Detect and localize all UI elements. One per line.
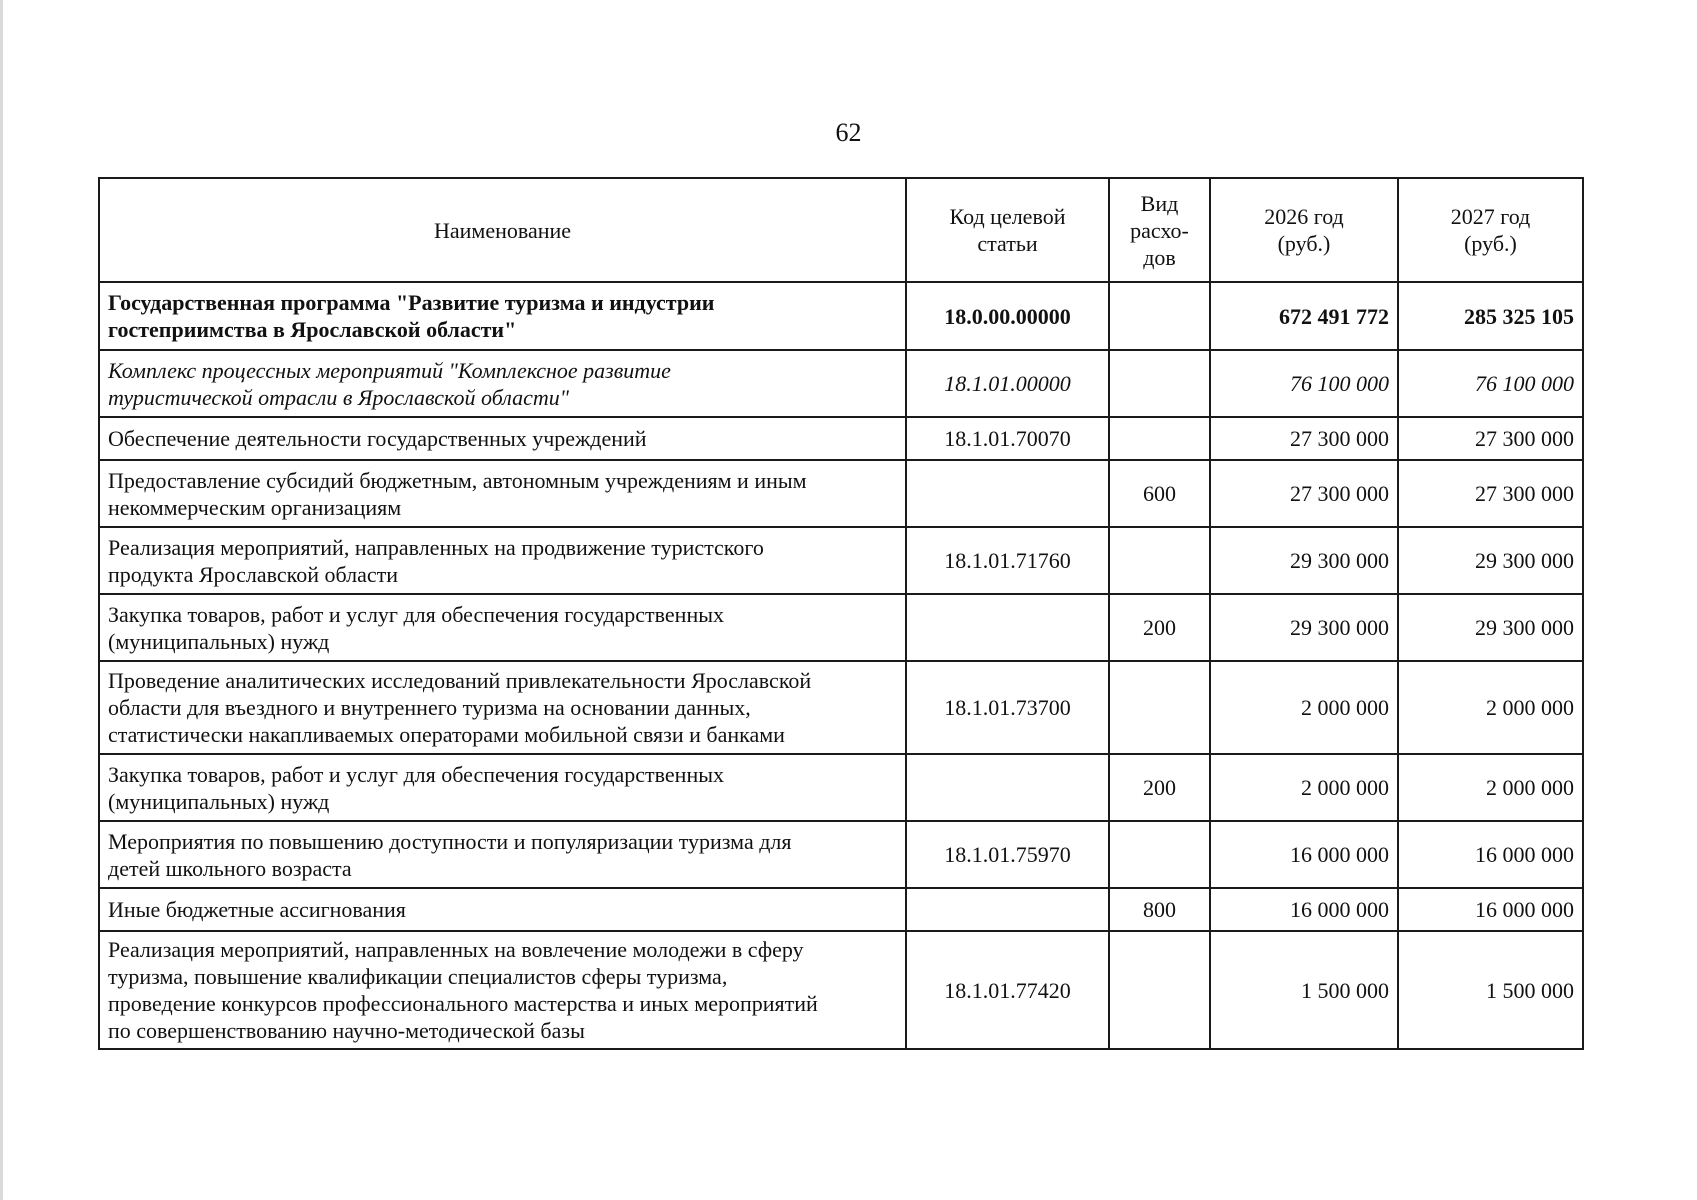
cell-name — [99, 417, 906, 460]
cell-name — [99, 821, 906, 888]
cell-name-line: Реализация мероприятий, направленных на продвижение туристского — [108, 534, 764, 560]
cell-code: 18.1.01.73700 — [906, 661, 1109, 754]
cell-name-line: Предоставление субсидий бюджетным, автономным учреждениям и иным — [108, 467, 807, 493]
cell-kind — [1109, 527, 1210, 594]
cell-amount-2027: 2 000 000 — [1398, 754, 1583, 821]
cell-name-line: Комплекс процессных мероприятий "Комплексное развитие — [108, 357, 671, 383]
header-name — [99, 178, 906, 282]
cell-name-line: Иные бюджетные ассигнования — [108, 897, 406, 922]
cell-amount-2026: 16 000 000 — [1210, 821, 1398, 888]
cell-code — [906, 754, 1109, 821]
cell-name-line: некоммерческим организациям — [108, 494, 402, 520]
cell-amount-2027: 29 300 000 — [1398, 527, 1583, 594]
cell-code: 18.1.01.71760 — [906, 527, 1109, 594]
header-code — [906, 178, 1109, 282]
cell-amount-2027: 27 300 000 — [1398, 460, 1583, 527]
cell-name-line: туристической отрасли в Ярославской области" — [108, 384, 569, 410]
table-row — [99, 282, 1583, 350]
header-code-line: статьи — [977, 231, 1038, 256]
cell-name-line: Обеспечение деятельности государственных учреждений — [108, 426, 647, 451]
cell-name-line: Государственная программа "Развитие туризма и индустрии — [108, 290, 715, 315]
cell-amount-2026: 2 000 000 — [1210, 754, 1398, 821]
cell-kind — [1109, 821, 1210, 888]
cell-name-line: Проведение аналитических исследований привлекательности Ярославской — [108, 668, 812, 693]
cell-name — [99, 460, 906, 527]
cell-name-line: (муниципальных) нужд — [108, 788, 330, 814]
cell-amount-2027: 285 325 105 — [1398, 282, 1583, 350]
cell-kind: 800 — [1109, 888, 1210, 931]
cell-amount-2027: 16 000 000 — [1398, 821, 1583, 888]
cell-name — [99, 931, 906, 1049]
table-header-row — [99, 178, 1583, 282]
cell-amount-2026: 2 000 000 — [1210, 661, 1398, 754]
cell-code — [906, 888, 1109, 931]
cell-amount-2026: 76 100 000 — [1210, 350, 1398, 417]
table-row — [99, 888, 1583, 931]
cell-kind — [1109, 282, 1210, 350]
header-2026-line: 2026 год — [1264, 204, 1344, 229]
header-name-text: Наименование — [433, 217, 572, 243]
cell-amount-2027: 29 300 000 — [1398, 594, 1583, 661]
table-body — [99, 282, 1583, 1049]
cell-code — [906, 594, 1109, 661]
cell-name-line: проведение конкурсов профессионального мастерства и иных мероприятий — [108, 991, 818, 1016]
cell-name-line: области для въездного и внутреннего туризма на основании данных, — [108, 695, 751, 720]
table-row — [99, 527, 1583, 594]
cell-name-line: Мероприятия по повышению доступности и популяризации туризма для — [108, 828, 792, 854]
cell-name — [99, 350, 906, 417]
header-kind-line: расхо- — [1130, 217, 1189, 243]
cell-kind — [1109, 417, 1210, 460]
cell-amount-2026: 29 300 000 — [1210, 527, 1398, 594]
cell-kind — [1109, 931, 1210, 1049]
budget-table — [98, 177, 1584, 1050]
header-2027 — [1398, 178, 1583, 282]
cell-code: 18.1.01.75970 — [906, 821, 1109, 888]
table-row — [99, 417, 1583, 460]
cell-name — [99, 888, 906, 931]
cell-name — [99, 282, 906, 350]
cell-name-line: по совершенствованию научно-методической базы — [108, 1018, 585, 1043]
cell-name — [99, 661, 906, 754]
header-code-line: Код целевой — [949, 204, 1066, 229]
cell-code: 18.1.01.70070 — [906, 417, 1109, 460]
cell-name-line: продукта Ярославской области — [108, 561, 399, 587]
cell-amount-2026: 672 491 772 — [1210, 282, 1398, 350]
cell-amount-2026: 1 500 000 — [1210, 931, 1398, 1049]
header-2026-line: (руб.) — [1277, 231, 1331, 256]
cell-name-line: Закупка товаров, работ и услуг для обеспечения государственных — [108, 601, 725, 627]
header-2026 — [1210, 178, 1398, 282]
page-number: 62 — [835, 118, 862, 147]
header-kind-line: дов — [1143, 244, 1176, 270]
cell-code: 18.0.00.00000 — [906, 282, 1109, 350]
cell-name-line: Закупка товаров, работ и услуг для обеспечения государственных — [108, 761, 725, 787]
cell-kind: 200 — [1109, 754, 1210, 821]
cell-name — [99, 754, 906, 821]
cell-amount-2027: 76 100 000 — [1398, 350, 1583, 417]
cell-name — [99, 527, 906, 594]
cell-kind — [1109, 350, 1210, 417]
cell-amount-2026: 16 000 000 — [1210, 888, 1398, 931]
cell-name-line: статистически накапливаемых операторами мобильной связи и банками — [108, 722, 785, 747]
cell-amount-2027: 1 500 000 — [1398, 931, 1583, 1049]
cell-name — [99, 594, 906, 661]
cell-amount-2027: 16 000 000 — [1398, 888, 1583, 931]
scan-edge — [0, 0, 3, 1200]
cell-amount-2027: 27 300 000 — [1398, 417, 1583, 460]
header-kind-line: Вид — [1140, 190, 1179, 216]
cell-name-line: (муниципальных) нужд — [108, 628, 330, 654]
cell-amount-2027: 2 000 000 — [1398, 661, 1583, 754]
table-row — [99, 821, 1583, 888]
header-kind — [1109, 178, 1210, 282]
cell-code: 18.1.01.00000 — [906, 350, 1109, 417]
cell-code: 18.1.01.77420 — [906, 931, 1109, 1049]
table-row — [99, 460, 1583, 527]
table-row — [99, 594, 1583, 661]
table-row — [99, 661, 1583, 754]
header-2027-line: 2027 год — [1450, 204, 1531, 229]
cell-name-line: туризма, повышение квалификации специалистов сферы туризма, — [108, 964, 728, 989]
table-row — [99, 754, 1583, 821]
cell-amount-2026: 27 300 000 — [1210, 460, 1398, 527]
cell-name-line: детей школьного возраста — [108, 855, 352, 881]
table-row — [99, 931, 1583, 1049]
cell-amount-2026: 27 300 000 — [1210, 417, 1398, 460]
cell-name-line: Реализация мероприятий, направленных на вовлечение молодежи в сферу — [108, 937, 804, 962]
cell-code — [906, 460, 1109, 527]
cell-kind — [1109, 661, 1210, 754]
header-2027-line: (руб.) — [1464, 231, 1517, 256]
cell-amount-2026: 29 300 000 — [1210, 594, 1398, 661]
cell-kind: 200 — [1109, 594, 1210, 661]
table-row — [99, 350, 1583, 417]
cell-name-line: гостеприимства в Ярославской области" — [108, 317, 517, 342]
cell-kind: 600 — [1109, 460, 1210, 527]
